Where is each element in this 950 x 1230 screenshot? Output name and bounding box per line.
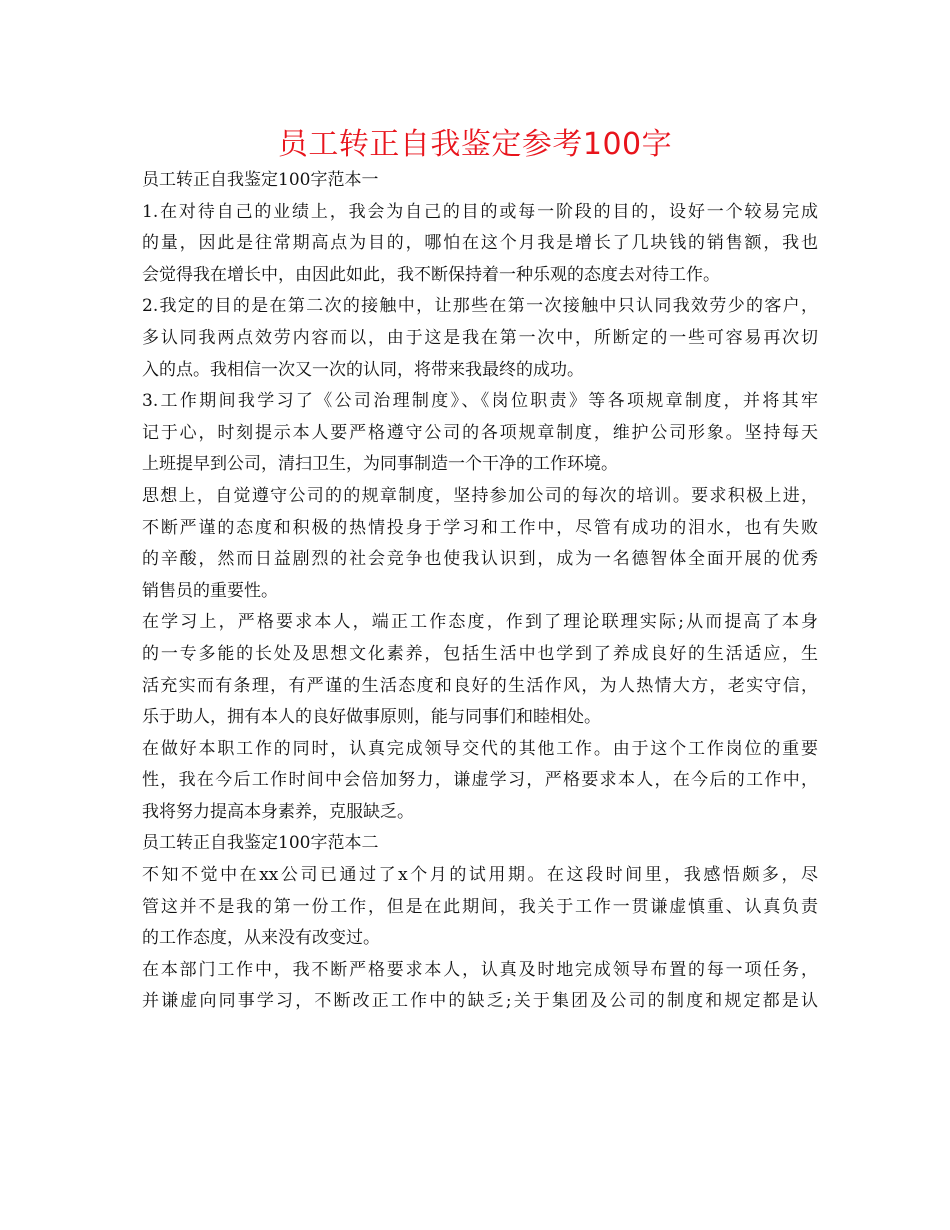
text-line: 乐于助人，拥有本人的良好做事原则，能与同事们和睦相处。 bbox=[142, 707, 601, 728]
text-line: 管这并不是我的第一份工作，但是在此期间，我关于工作一贯谦虚慎重、认真负责 bbox=[142, 896, 818, 917]
text-line: 销售员的重要性。 bbox=[142, 580, 278, 601]
text-line: 会觉得我在增长中，由因此如此，我不断保持着一种乐观的态度去对待工作。 bbox=[142, 264, 720, 285]
text-line: 不知不觉中在xx公司已通过了x个月的试用期。在这段时间里，我感悟颇多，尽 bbox=[142, 865, 818, 886]
text-line: 我将努力提高本身素养，克服缺乏。 bbox=[142, 801, 414, 822]
document-title: 员工转正自我鉴定参考100字 bbox=[277, 127, 673, 162]
text-line: 性，我在今后工作时间中会倍加努力，谦虚学习，严格要求本人，在今后的工作中， bbox=[142, 770, 818, 791]
text-line: 不断严谨的态度和积极的热情投身于学习和工作中，尽管有成功的泪水，也有失败 bbox=[142, 517, 818, 538]
text-line: 在本部门工作中，我不断严格要求本人，认真及时地完成领导布置的每一项任务， bbox=[142, 959, 818, 980]
text-line: 多认同我两点效劳内容而以，由于这是我在第一次中，所断定的一些可容易再次切 bbox=[142, 327, 818, 348]
text-line: 2.我定的目的是在第二次的接触中，让那些在第一次接触中只认同我效劳少的客户， bbox=[142, 296, 818, 317]
text-line: 的一专多能的长处及思想文化素养，包括生活中也学到了养成良好的生活适应，生 bbox=[142, 643, 818, 664]
text-line: 上班提早到公司，清扫卫生，为同事制造一个干净的工作环境。 bbox=[142, 454, 618, 475]
text-line: 在做好本职工作的同时，认真完成领导交代的其他工作。由于这个工作岗位的重要 bbox=[142, 738, 818, 759]
text-line: 思想上，自觉遵守公司的的规章制度，坚持参加公司的每次的培训。要求积极上进， bbox=[142, 485, 818, 506]
text-line: 员工转正自我鉴定100字范本二 bbox=[142, 833, 379, 854]
text-line: 的量，因此是往常期高点为目的，哪怕在这个月我是增长了几块钱的销售额，我也 bbox=[142, 233, 818, 254]
text-line: 记于心，时刻提示本人要严格遵守公司的各项规章制度，维护公司形象。坚持每天 bbox=[142, 422, 818, 443]
text-line: 的辛酸，然而日益剧烈的社会竞争也使我认识到，成为一名德智体全面开展的优秀 bbox=[142, 549, 818, 570]
text-line: 入的点。我相信一次又一次的认同，将带来我最终的成功。 bbox=[142, 359, 584, 380]
text-line: 并谦虚向同事学习，不断改正工作中的缺乏;关于集团及公司的制度和规定都是认 bbox=[142, 991, 818, 1012]
text-line: 在学习上，严格要求本人，端正工作态度，作到了理论联理实际;从而提高了本身 bbox=[142, 612, 818, 633]
document-body bbox=[142, 165, 818, 1018]
text-line: 的工作态度，从来没有改变过。 bbox=[142, 928, 380, 949]
text-line: 活充实而有条理，有严谨的生活态度和良好的生活作风，为人热情大方，老实守信， bbox=[142, 675, 818, 696]
text-line: 3.工作期间我学习了《公司治理制度》、《岗位职责》等各项规章制度，并将其牢 bbox=[142, 391, 818, 412]
text-line: 员工转正自我鉴定100字范本一 bbox=[142, 170, 379, 190]
text-line: 1.在对待自己的业绩上，我会为自己的目的或每一阶段的目的，设好一个较易完成 bbox=[142, 201, 818, 222]
